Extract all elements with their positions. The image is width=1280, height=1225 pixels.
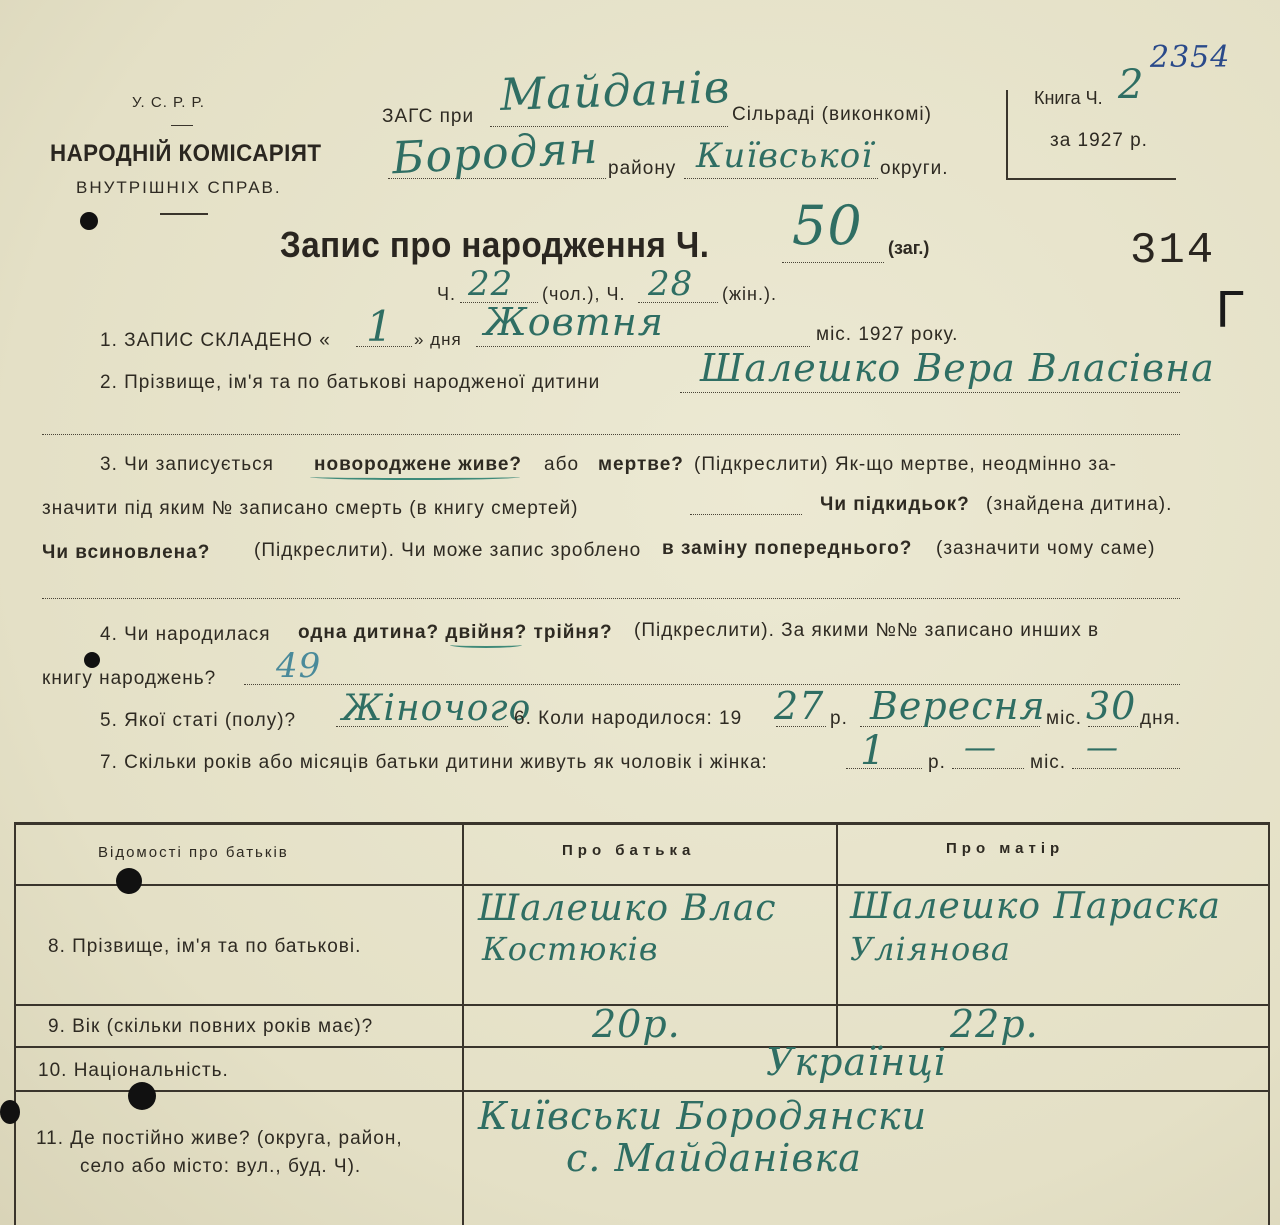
item3-line1-a: 3. Чи записується <box>100 454 274 475</box>
item6-label: 6. Коли народилося: 19 <box>514 708 743 729</box>
book-year-label: за 1927 р. <box>1050 130 1148 151</box>
item5-label: 5. Якої статі (полу)? <box>100 710 297 731</box>
record-suffix: (заг.) <box>888 238 930 258</box>
item3-or: або <box>544 454 580 475</box>
item4-line1-a: 4. Чи народилася <box>100 624 271 645</box>
item3-replacement: в заміну попереднього? <box>662 538 913 559</box>
sex-handwritten: Жіночого <box>342 688 532 729</box>
item7-months-unit: міс. <box>1030 752 1067 773</box>
father-name-handwritten: Шалешко Влас <box>478 888 777 929</box>
row8-label: 8. Прізвище, ім'я та по батькові. <box>48 936 362 957</box>
table-header-info: Відомості про батьків <box>98 844 289 861</box>
record-number-handwritten: 50 <box>792 194 863 257</box>
married-months-extra-handwritten: — <box>1086 728 1119 766</box>
other-records-handwritten: 49 <box>276 646 322 686</box>
married-years-handwritten: 1 <box>860 728 887 774</box>
alive-underline <box>310 474 520 480</box>
item6-year-unit: р. <box>830 708 848 729</box>
father-age-handwritten: 20р. <box>592 1002 681 1046</box>
item1-suffix: міс. 1927 року. <box>816 324 959 345</box>
residence-handwritten-1: Київськи Бородянски <box>478 1094 928 1138</box>
council-label: Сільраді (виконкомі) <box>732 104 932 125</box>
punch-hole <box>80 212 98 230</box>
child-name-handwritten: Шалешко Вера Власівна <box>700 346 1215 390</box>
zags-village-handwritten: Майданів <box>499 61 732 122</box>
mother-patronymic-handwritten: Уліянова <box>850 930 1011 968</box>
row9-label: 9. Вік (скільки повних років має)? <box>48 1016 374 1037</box>
item2-label: 2. Прізвище, ім'я та по батькові народженої дитини <box>100 372 601 393</box>
item6-day-unit: дня. <box>1140 708 1182 729</box>
male-prefix: Ч. <box>437 284 456 304</box>
republic-label: У. С. Р. Р. <box>132 94 205 111</box>
item3-line3-d: (зазначити чому саме) <box>936 538 1156 559</box>
department-label: ВНУТРІШНІХ СПРАВ. <box>76 178 282 197</box>
item3-line1-e: (Підкреслити) Як-що мертве, неодмінно за- <box>694 454 1117 475</box>
book-number-handwritten: 2 <box>1118 62 1145 108</box>
item1-month-handwritten: Жовтня <box>484 300 664 344</box>
table-header-father: Про батька <box>562 842 696 859</box>
divider <box>171 125 193 126</box>
item3-dead: мертве? <box>598 454 684 475</box>
item4-options: одна дитина? двійня? трійня? <box>298 622 613 643</box>
punch-hole <box>0 1100 20 1124</box>
item3-foundling: Чи підкидьок? <box>820 494 970 515</box>
stamp-number: 314 <box>1130 226 1216 276</box>
male-label: (чол.), Ч. <box>542 284 626 304</box>
item3-line2-a: значити під яким № записано смерть (в книгу смертей) <box>42 498 579 519</box>
corner-mark: Г <box>1216 281 1245 339</box>
mother-name-handwritten: Шалешко Параска <box>850 886 1221 927</box>
item3-alive: новороджене живе? <box>314 454 523 475</box>
punch-hole <box>84 652 100 668</box>
item6-month-unit: міс. <box>1046 708 1083 729</box>
table-header-mother: Про матір <box>946 840 1065 857</box>
item1-mid: » дня <box>414 330 462 349</box>
row11-label-2: село або місто: вул., буд. Ч). <box>80 1156 362 1177</box>
okruha-label: округи. <box>880 158 949 179</box>
item3-adopted: Чи всиновлена? <box>42 542 211 563</box>
item1-label: 1. ЗАПИС СКЛАДЕНО « <box>100 330 331 351</box>
item1-day-handwritten: 1 <box>366 302 394 351</box>
item3-line2-c: (знайдена дитина). <box>986 494 1173 515</box>
district-handwritten: Бородян <box>390 122 600 185</box>
mother-age-handwritten: 22р. <box>950 1002 1039 1046</box>
married-months-handwritten: — <box>964 728 997 766</box>
district-label: району <box>608 158 677 179</box>
divider <box>160 213 208 215</box>
punch-hole <box>128 1082 156 1110</box>
okruha-handwritten: Київської <box>696 136 874 176</box>
residence-handwritten-2: с. Майданівка <box>566 1136 862 1180</box>
birth-month-handwritten: Вересня <box>870 684 1046 728</box>
item4-line1-c: (Підкреслити). За якими №№ записано инших в <box>634 620 1100 641</box>
book-extra-handwritten: 2354 <box>1150 40 1231 75</box>
table-top-border <box>14 822 1270 825</box>
father-patronymic-handwritten: Костюків <box>482 930 659 968</box>
record-title: Запис про народження Ч. <box>280 224 710 265</box>
item7-label: 7. Скільки років або місяців батьки дитини живуть як чоловік і жінка: <box>100 752 768 773</box>
book-label: Книга Ч. <box>1034 88 1103 108</box>
nationality-handwritten: Українці <box>766 1040 947 1084</box>
punch-hole <box>116 868 142 894</box>
item4-line2: книгу народжень? <box>42 668 217 689</box>
row11-label-1: 11. Де постійно живе? (округа, район, <box>36 1128 403 1149</box>
birth-year-handwritten: 27 <box>774 684 825 728</box>
item3-line3-b: (Підкреслити). Чи може запис зроблено <box>254 540 642 561</box>
commissariat-title: НАРОДНІЙ КОМІСАРІЯТ <box>50 140 322 167</box>
birth-day-handwritten: 30 <box>1086 684 1137 728</box>
zags-prefix: ЗАГС при <box>382 106 475 127</box>
twins-underline <box>450 642 522 648</box>
male-count-handwritten: 22 <box>468 264 514 304</box>
row10-label: 10. Національність. <box>38 1060 229 1081</box>
female-label: (жін.). <box>722 284 777 304</box>
female-count-handwritten: 28 <box>648 264 694 304</box>
item7-years-unit: р. <box>928 752 946 773</box>
